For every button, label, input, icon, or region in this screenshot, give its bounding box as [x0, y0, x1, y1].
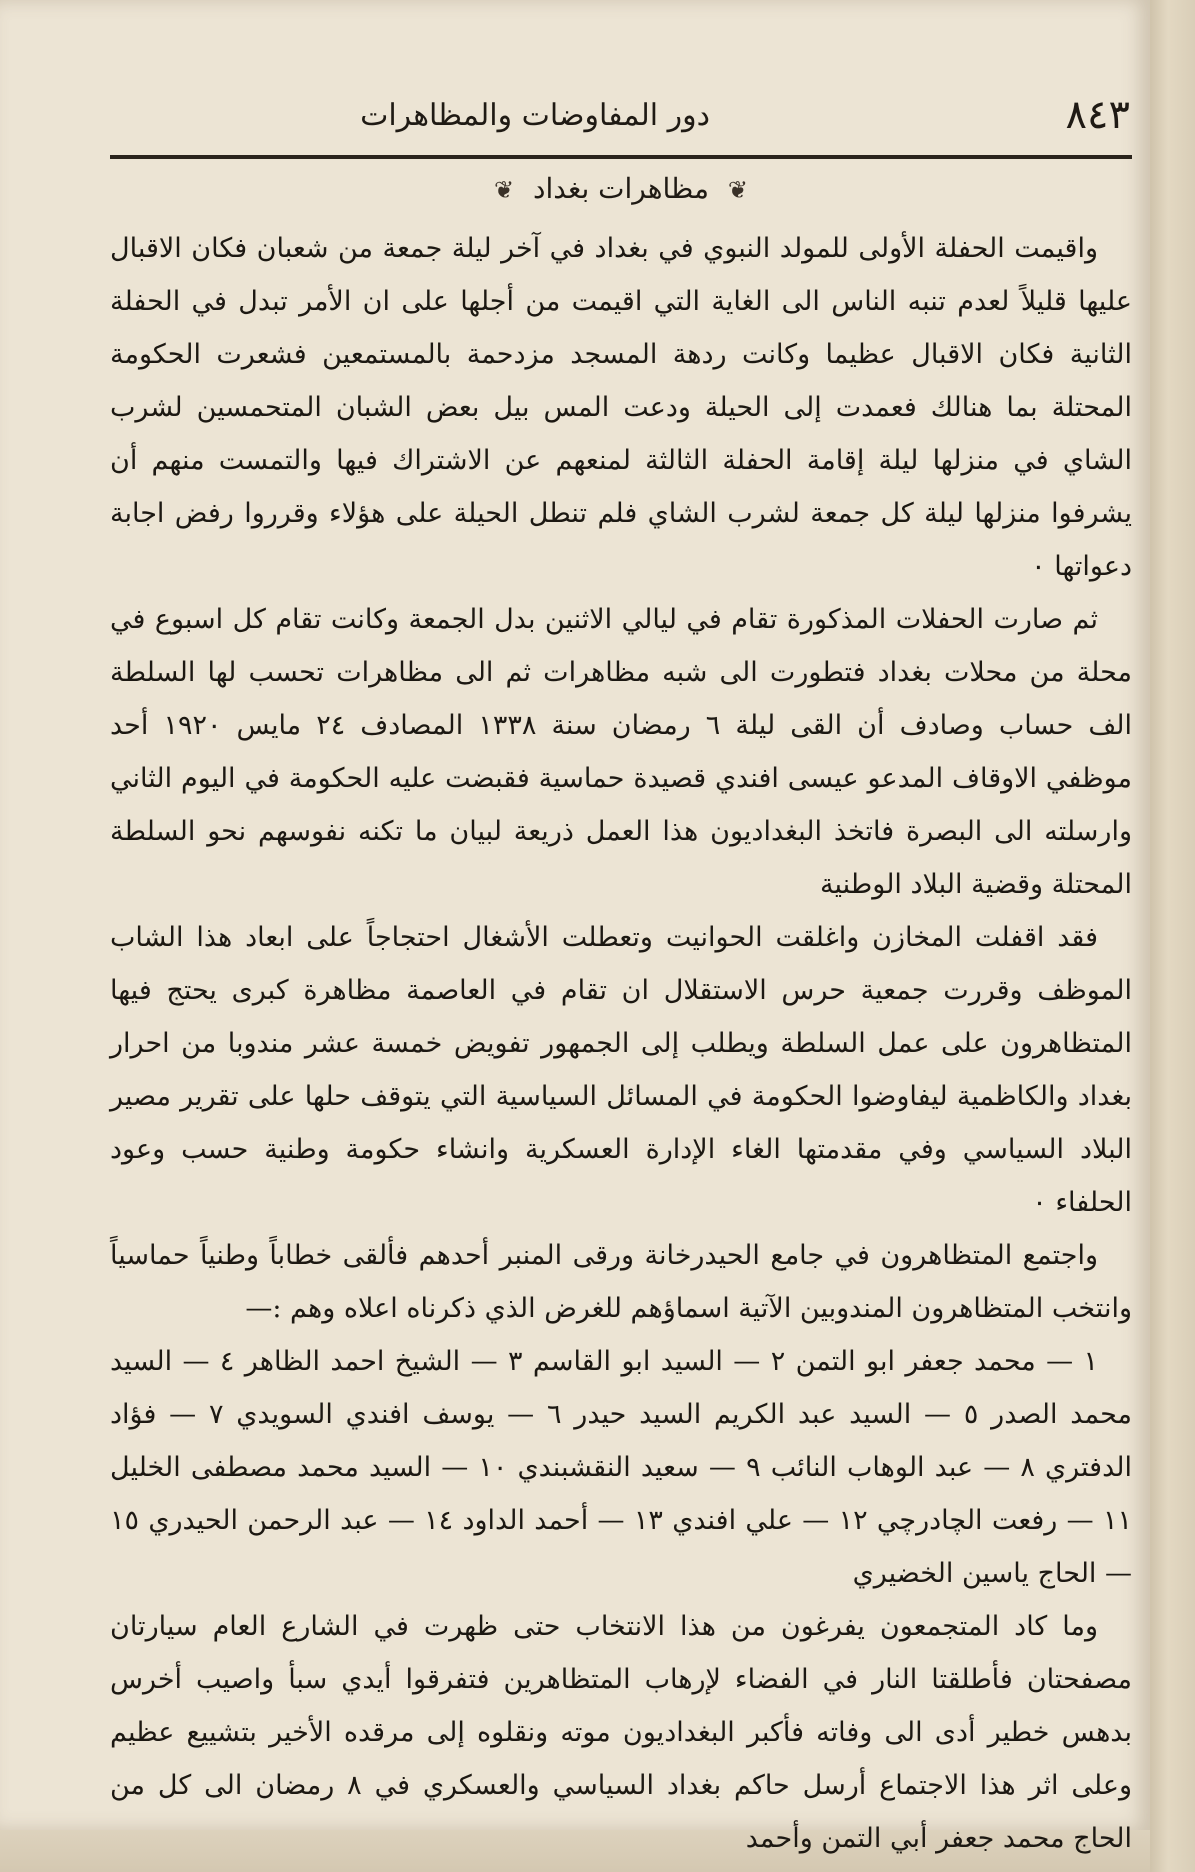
body-text — [110, 222, 1132, 1865]
paragraph-6: وما كاد المتجمعون يفرغون من هذا الانتخاب حتى ظهرت في الشارع العام سيارتان مصفحتان فأطلقتا النار في الفضاء لإرهاب المتظاهرين فتفرقوا أيدي سبأ واصيب أخرس بدهس خطير أدى الى وفاته فأكبر البغداديون موته ونقلوه إلى مرقده الأخير بتشييع عظيم وعلى اثر هذا الاجتماع أرسل حاكم بغداد السياسي والعسكري في ٨ رمضان الى كل من الحاج محمد جعفر أبي التمن وأحمد — [110, 1611, 1132, 1854]
page-number: ٨٤٣ — [1065, 92, 1130, 138]
paragraph-1: واقيمت الحفلة الأولى للمولد النبوي في بغداد في آخر ليلة جمعة من شعبان فكان الاقبال عليها قليلاً لعدم تنبه الناس الى الغاية التي اقيمت من أجلها على ان الأمر تبدل في الحفلة الثانية فكان الاقبال عظيما وكانت ردهة المسجد مزدحمة بالمستمعين فشعرت الحكومة المحتلة بما هنالك فعمدت إلى الحيلة ودعت المس بيل بعض الشبان المتحمسين لشرب الشاي في منزلها ليلة إقامة الحفلة الثالثة لمنعهم عن الاشتراك فيها والتمست منهم أن يشرفوا منزلها ليلة كل جمعة لشرب الشاي فلم تنطل الحيلة على هؤلاء وقرروا رفض اجابة دعواتها ٠ — [110, 233, 1132, 582]
page-edge — [1150, 0, 1195, 1872]
section-heading — [110, 172, 1132, 216]
paragraph-2: ثم صارت الحفلات المذكورة تقام في ليالي الاثنين بدل الجمعة وكانت تقام كل اسبوع في محلة من محلات بغداد فتطورت الى شبه مظاهرات ثم الى مظاهرات تحسب لها السلطة الف حساب وصادف أن القى ليلة ٦ رمضان سنة ١٣٣٨ المصادف ٢٤ مايس ١٩٢٠ أحد موظفي الاوقاف المدعو عيسى افندي قصيدة حماسية فقبضت عليه الحكومة في اليوم الثاني وارسلته الى البصرة فاتخذ البغداديون هذا العمل ذريعة لبيان ما تكنه نفوسهم نحو السلطة المحتلة وقضية البلاد الوطنية — [110, 604, 1133, 900]
paragraph-4: واجتمع المتظاهرون في جامع الحيدرخانة ورقى المنبر أحدهم فألقى خطاباً وطنياً حماسياً وانتخب المتظاهرون المندوبين الآتية اسماؤهم للغرض الذي ذكرناه اعلاه وهم :— — [110, 1240, 1132, 1324]
ornament-left-icon: ❦ — [493, 176, 515, 204]
ornament-right-icon: ❦ — [727, 176, 749, 204]
running-head: دور المفاوضات والمظاهرات — [360, 98, 710, 133]
paragraph-3: فقد اقفلت المخازن واغلقت الحوانيت وتعطلت الأشغال احتجاجاً على ابعاد هذا الشاب الموظف وقررت جمعية حرس الاستقلال ان تقام في العاصمة مظاهرة كبرى يحتج فيها المتظاهرون على عمل السلطة ويطلب إلى الجمهور تفويض خمسة عشر مندوبا من احرار بغداد والكاظمية ليفاوضوا الحكومة في المسائل السياسية التي يتوقف حلها على تقرير مصير البلاد السياسي وفي مقدمتها الغاء الإدارة العسكرية وانشاء حكومة وطنية حسب وعود الحلفاء ٠ — [110, 922, 1132, 1218]
page-header — [110, 92, 1130, 152]
delegates-list: ١ — محمد جعفر ابو التمن ٢ — السيد ابو القاسم ٣ — الشيخ احمد الظاهر ٤ — السيد محمد الصدر ٥ — السيد عبد الكريم السيد حيدر ٦ — يوسف افندي السويدي ٧ — فؤاد الدفتري ٨ — عبد الوهاب النائب ٩ — سعيد النقشبندي ١٠ — السيد محمد مصطفى الخليل ١١ — رفعت الچادرچي ١٢ — علي افندي ١٣ — أحمد الداود ١٤ — عبد الرحمن الحيدري ١٥ — الحاج ياسين الخضيري — [110, 1346, 1132, 1589]
section-title: مظاهرات بغداد — [533, 172, 709, 205]
header-rule — [110, 155, 1132, 159]
